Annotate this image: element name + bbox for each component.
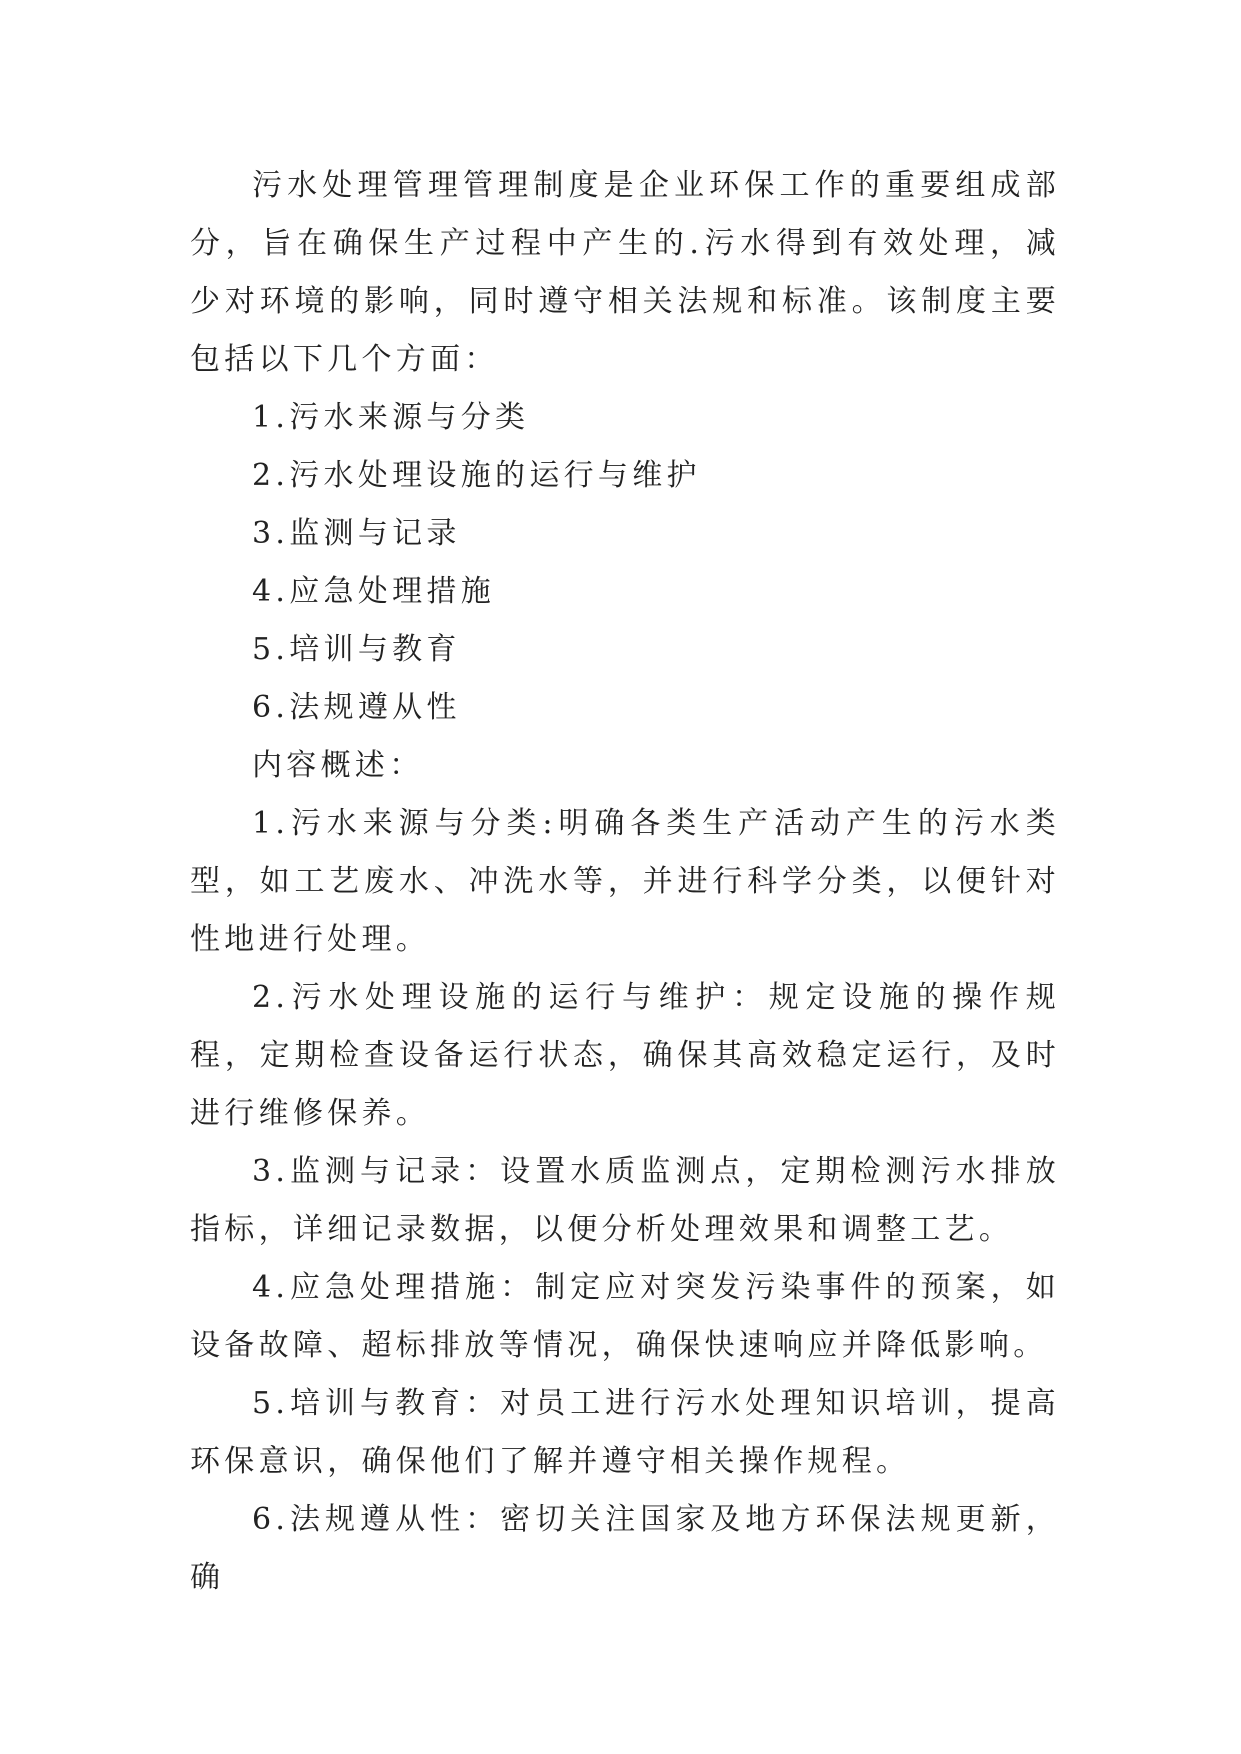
detail-paragraph: 4.应急处理措施：制定应对突发污染事件的预案，如设备故障、超标排放等情况，确保快速响应并降低影响。 [190,1270,1060,1363]
list-item: 5.培训与教育 [252,632,461,667]
list-item: 4.应急处理措施 [252,574,496,609]
list-item: 6.法规遵从性 [252,690,461,725]
intro-paragraph: 污水处理管理管理制度是企业环保工作的重要组成部分，旨在确保生产过程中产生的.污水得到有效处理，减少对环境的影响，同时遵守相关法规和标准。该制度主要包括以下几个方面： [190,168,1060,377]
detail-paragraph: 3.监测与记录：设置水质监测点，定期检测污水排放指标，详细记录数据，以便分析处理效果和调整工艺。 [190,1154,1060,1247]
list-item: 3.监测与记录 [252,516,461,551]
detail-paragraph: 1.污水来源与分类:明确各类生产活动产生的污水类型，如工艺废水、冲洗水等，并进行科学分类，以便针对性地进行处理。 [190,806,1060,957]
list-item: 2.污水处理设施的运行与维护 [252,458,701,493]
list-item: 1.污水来源与分类 [252,400,530,435]
detail-paragraph: 6.法规遵从性：密切关注国家及地方环保法规更新，确 [190,1502,1060,1595]
detail-paragraph: 2.污水处理设施的运行与维护：规定设施的操作规程，定期检查设备运行状态，确保其高效稳定运行，及时进行维修保养。 [190,980,1060,1131]
detail-paragraph: 5.培训与教育：对员工进行污水处理知识培训，提高环保意识，确保他们了解并遵守相关操作规程。 [190,1386,1060,1479]
overview-heading: 内容概述： [252,748,424,783]
document-body [190,157,1060,1607]
